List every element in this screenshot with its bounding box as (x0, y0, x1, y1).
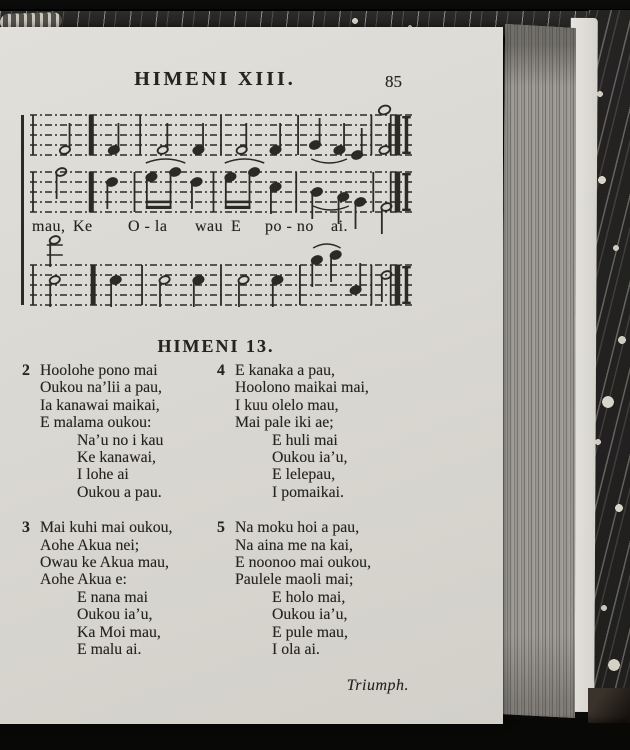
verse-lines (40, 362, 163, 501)
music-staff-bass (30, 237, 414, 315)
verse-line: Aohe Akua nei; (40, 536, 140, 554)
verse-lines (40, 519, 173, 658)
verse-column-left (22, 362, 227, 677)
verse-line: Paulele maoli mai; (235, 571, 354, 589)
verse-line: Aohe Akua e: (40, 571, 127, 589)
verse-line: Ia kanawai maikai, (40, 396, 160, 414)
hymn-heading: HIMENI 13. (157, 336, 275, 356)
verse-lines (235, 519, 371, 658)
music-system-line (21, 115, 24, 305)
verse-line: Ke kanawai, (77, 449, 156, 467)
verse-line: Mai pale iki ae; (235, 414, 334, 432)
lyric-syllable: O - la (128, 218, 168, 235)
page-number: 85 (385, 72, 402, 91)
verse-line: E malu ai. (77, 641, 142, 659)
music-staff-treble-2 (30, 164, 414, 222)
page-stack-fore-edge (499, 24, 576, 718)
verse-line: Hoolono maikai mai, (235, 379, 369, 397)
verse-line: Oukou ia’u, (272, 606, 348, 624)
verse-line: Ka Moi mau, (77, 623, 161, 641)
verse-line: Oukou na’lii a pau, (40, 379, 162, 397)
verse-line: Oukou a pau. (77, 483, 162, 501)
verse-line: Mai kuhi mai oukou, (40, 519, 173, 537)
bottom-shadow-band (0, 723, 630, 750)
tune-attribution: Triumph. (346, 676, 409, 694)
verse-line: E noonoo mai oukou, (235, 554, 372, 572)
verse-line: Owau ke Akua mau, (40, 554, 169, 572)
verse (217, 519, 455, 658)
lyric-syllable: po - no (265, 218, 314, 235)
verse-line: E huli mai (272, 431, 338, 449)
page-title: HIMENI XIII. (134, 68, 296, 90)
lyric-syllable: mau, (32, 218, 66, 235)
lyric-syllable: Ke (73, 218, 93, 235)
lyric-syllable: ai. (331, 218, 349, 235)
verse-number: 5 (217, 519, 225, 537)
verse (217, 362, 455, 501)
verse-line: I lohe ai (77, 466, 129, 484)
verse (22, 362, 227, 501)
verse-line: Hoolohe pono mai (40, 362, 158, 379)
verse-line: E malama oukou: (40, 414, 152, 432)
verse-number: 3 (22, 519, 30, 537)
verse-line: Oukou ia’u, (77, 606, 153, 624)
lyrics-line (32, 218, 414, 238)
verse-line: E kanaka a pau, (235, 362, 335, 379)
verse-line: I kuu olelo mau, (235, 396, 339, 414)
verse-line: E nana mai (77, 588, 149, 606)
verse-line: Na aina me na kai, (235, 536, 353, 554)
verse-lines (235, 362, 369, 501)
verse-line: I ola ai. (272, 641, 320, 659)
verse (22, 519, 227, 658)
verse-column-right (217, 362, 455, 694)
verse-line: E holo mai, (272, 588, 346, 606)
lyric-syllable: E (231, 218, 242, 235)
book-page (0, 27, 503, 724)
verse-number: 2 (22, 362, 30, 379)
verse-line: Na moku hoi a pau, (235, 519, 360, 537)
verse-line: E pule mau, (272, 623, 348, 641)
lyric-syllable: wau (195, 218, 224, 235)
verse-line: I pomaikai. (272, 483, 344, 501)
music-staff-treble-1 (30, 107, 414, 165)
verse-number: 4 (217, 362, 225, 379)
verse-line: E lelepau, (272, 466, 336, 484)
verse-line: Na’u no i kau (77, 431, 164, 449)
verse-line: Oukou ia’u, (272, 449, 348, 467)
